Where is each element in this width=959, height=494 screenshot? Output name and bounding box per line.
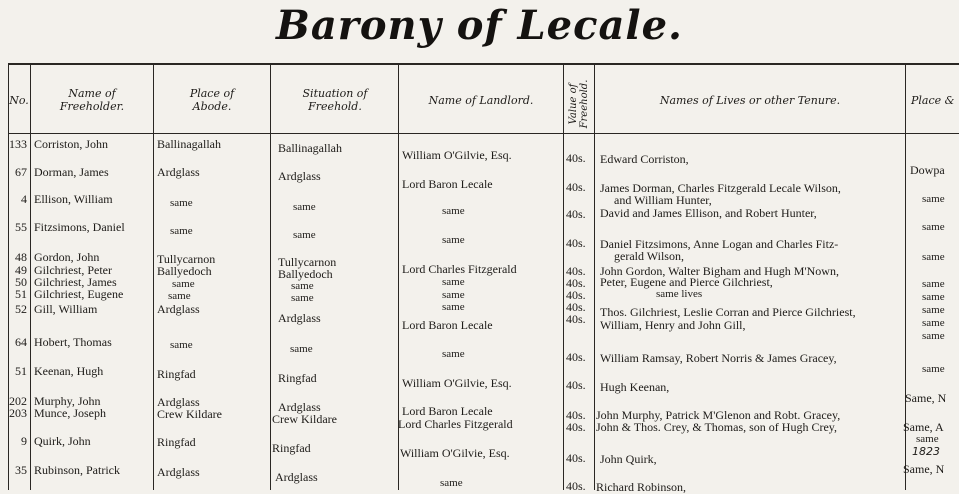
row-situation: Ardglass xyxy=(275,470,318,484)
header-landlord: Name of Landlord. xyxy=(428,93,534,107)
row-no: 51 xyxy=(15,364,27,378)
row-situation: Ardglass xyxy=(278,311,321,325)
row-lives: Hugh Keenan, xyxy=(600,380,670,394)
row-no: 67 xyxy=(15,165,27,179)
row-lives: John Quirk, xyxy=(600,452,657,466)
row-place: same xyxy=(922,251,945,263)
row-value: 40s. xyxy=(566,408,586,422)
row-name: Rubinson, Patrick xyxy=(34,463,120,477)
row-name: Fitzsimons, Daniel xyxy=(34,220,125,234)
row-place: Same, A xyxy=(903,420,944,434)
row-situation: Ardglass xyxy=(278,169,321,183)
row-no: 202 xyxy=(9,394,27,408)
row-place: same xyxy=(922,317,945,329)
column-divider xyxy=(153,64,154,490)
page-title: Barony of Lecale. xyxy=(276,2,683,49)
row-landlord: William O'Gilvie, Esq. xyxy=(400,446,510,460)
row-value: 40s. xyxy=(566,451,586,465)
row-landlord: same xyxy=(440,477,463,489)
row-landlord: Lord Charles Fitzgerald xyxy=(402,262,517,276)
row-name: Gilchriest, Eugene xyxy=(34,287,124,301)
row-lives: John Gordon, Walter Bigham and Hugh M'Nown, xyxy=(600,264,839,278)
row-no: 48 xyxy=(15,250,27,264)
row-abode: same xyxy=(168,290,191,302)
row-lives-continued: gerald Wilson, xyxy=(614,249,684,263)
row-abode: same xyxy=(170,339,193,351)
header-no: No. xyxy=(9,93,29,107)
row-place: same xyxy=(916,433,939,445)
row-name: Quirk, John xyxy=(34,434,91,448)
row-no: 133 xyxy=(9,137,27,151)
row-situation: Ballyedoch xyxy=(278,267,333,281)
row-lives: John Murphy, Patrick M'Glenon and Robt. Gracey, xyxy=(596,408,841,422)
row-place: same xyxy=(922,221,945,233)
row-abode: Tullycarnon xyxy=(157,252,216,266)
row-place: same xyxy=(922,363,945,375)
row-abode: Ardglass xyxy=(157,395,200,409)
row-lives: Daniel Fitzsimons, Anne Logan and Charles Fitz- xyxy=(600,237,839,251)
row-place: same xyxy=(922,193,945,205)
row-value: 40s. xyxy=(566,300,586,314)
header-lives: Names of Lives or other Tenure. xyxy=(659,93,841,107)
row-landlord: William O'Gilvie, Esq. xyxy=(402,376,512,390)
row-name: Hobert, Thomas xyxy=(34,335,112,349)
row-landlord: same xyxy=(442,205,465,217)
row-place: same xyxy=(922,304,945,316)
row-name: Munce, Joseph xyxy=(34,406,106,420)
row-name: Ellison, William xyxy=(34,192,113,206)
column-divider xyxy=(594,64,595,490)
row-abode: Ringfad xyxy=(157,435,196,449)
row-place: Dowpa xyxy=(910,163,945,177)
row-landlord: same xyxy=(442,301,465,313)
header-value: Value of Freehold. xyxy=(568,79,590,129)
row-landlord: Lord Baron Lecale xyxy=(402,404,493,418)
row-no: 9 xyxy=(21,434,27,448)
row-lives: same lives xyxy=(656,288,703,300)
row-place: Same, N xyxy=(903,462,945,476)
row-abode: same xyxy=(170,225,193,237)
row-name: Gordon, John xyxy=(34,250,100,264)
row-value: 40s. xyxy=(566,420,586,434)
row-name: Keenan, Hugh xyxy=(34,364,104,378)
column-divider xyxy=(30,64,31,490)
row-situation: same xyxy=(293,201,316,213)
row-value: 40s. xyxy=(566,350,586,364)
row-value: 40s. xyxy=(566,264,586,278)
row-name: Dorman, James xyxy=(34,165,109,179)
row-name: Gilchriest, James xyxy=(34,275,117,289)
row-lives: John & Thos. Crey, & Thomas, son of Hugh Crey, xyxy=(596,420,837,434)
row-situation: Crew Kildare xyxy=(272,412,337,426)
header-freeholder: Name of Freeholder. xyxy=(59,87,125,113)
row-value: 40s. xyxy=(566,180,586,194)
row-no: 52 xyxy=(15,302,27,316)
row-landlord: William O'Gilvie, Esq. xyxy=(402,148,512,162)
row-name: Gilchriest, Peter xyxy=(34,263,112,277)
row-name: Gill, William xyxy=(34,302,98,316)
handwritten-annotation: 1823 xyxy=(912,445,940,458)
row-value: 40s. xyxy=(566,236,586,250)
row-abode: same xyxy=(170,197,193,209)
row-abode: Ringfad xyxy=(157,367,196,381)
row-name: Murphy, John xyxy=(34,394,101,408)
header-place: Place & xyxy=(911,93,955,107)
column-divider xyxy=(270,64,271,490)
row-lives: William Ramsay, Robert Norris & James Gracey, xyxy=(600,351,837,365)
row-abode: Ardglass xyxy=(157,465,200,479)
row-lives: James Dorman, Charles Fitzgerald Lecale Wilson, xyxy=(600,181,841,195)
row-lives: Peter, Eugene and Pierce Gilchriest, xyxy=(600,275,773,289)
row-landlord: same xyxy=(442,348,465,360)
row-value: 40s. xyxy=(566,276,586,290)
row-landlord: same xyxy=(442,289,465,301)
row-abode: Ballyedoch xyxy=(157,264,212,278)
row-value: 40s. xyxy=(566,378,586,392)
row-situation: Ringfad xyxy=(278,371,317,385)
row-place: same xyxy=(922,330,945,342)
row-situation: Ardglass xyxy=(278,400,321,414)
row-situation: Ringfad xyxy=(272,441,311,455)
row-no: 55 xyxy=(15,220,27,234)
row-no: 35 xyxy=(15,463,27,477)
row-situation: same xyxy=(291,292,314,304)
row-situation: Tullycarnon xyxy=(278,255,337,269)
row-lives: David and James Ellison, and Robert Hunter, xyxy=(600,206,817,220)
row-value: 40s. xyxy=(566,312,586,326)
column-divider xyxy=(563,64,564,490)
row-abode: Ardglass xyxy=(157,302,200,316)
row-landlord: Lord Baron Lecale xyxy=(402,318,493,332)
row-no: 64 xyxy=(15,335,27,349)
row-abode: Ballinagallah xyxy=(157,137,221,151)
header-abode: Place of Abode. xyxy=(189,87,235,113)
header-top-rule xyxy=(8,63,959,65)
row-landlord: Lord Charles Fitzgerald xyxy=(398,417,513,431)
row-lives: Thos. Gilchriest, Leslie Corran and Pierce Gilchriest, xyxy=(600,305,856,319)
row-name: Corriston, John xyxy=(34,137,109,151)
row-landlord: same xyxy=(442,276,465,288)
row-abode: Crew Kildare xyxy=(157,407,222,421)
row-landlord: same xyxy=(442,234,465,246)
row-place: same xyxy=(922,278,945,290)
row-no: 4 xyxy=(21,192,27,206)
row-abode: same xyxy=(172,278,195,290)
row-situation: same xyxy=(290,343,313,355)
row-place: Same, N xyxy=(905,391,947,405)
row-lives: Richard Robinson, xyxy=(596,480,686,494)
row-value: 40s. xyxy=(566,151,586,165)
row-situation: Ballinagallah xyxy=(278,141,342,155)
row-situation: same xyxy=(291,280,314,292)
row-lives: Edward Corriston, xyxy=(600,152,689,166)
row-no: 51 xyxy=(15,287,27,301)
row-lives-continued: and William Hunter, xyxy=(614,193,712,207)
row-landlord: Lord Baron Lecale xyxy=(402,177,493,191)
row-value: 40s. xyxy=(566,479,586,493)
header-situation: Situation of Freehold. xyxy=(302,87,368,113)
row-value: 40s. xyxy=(566,207,586,221)
row-place: same xyxy=(922,291,945,303)
row-value: 40s. xyxy=(566,288,586,302)
row-situation: same xyxy=(293,229,316,241)
row-no: 203 xyxy=(9,406,27,420)
row-no: 49 xyxy=(15,263,27,277)
row-abode: Ardglass xyxy=(157,165,200,179)
row-lives: William, Henry and John Gill, xyxy=(600,318,746,332)
row-no: 50 xyxy=(15,275,27,289)
